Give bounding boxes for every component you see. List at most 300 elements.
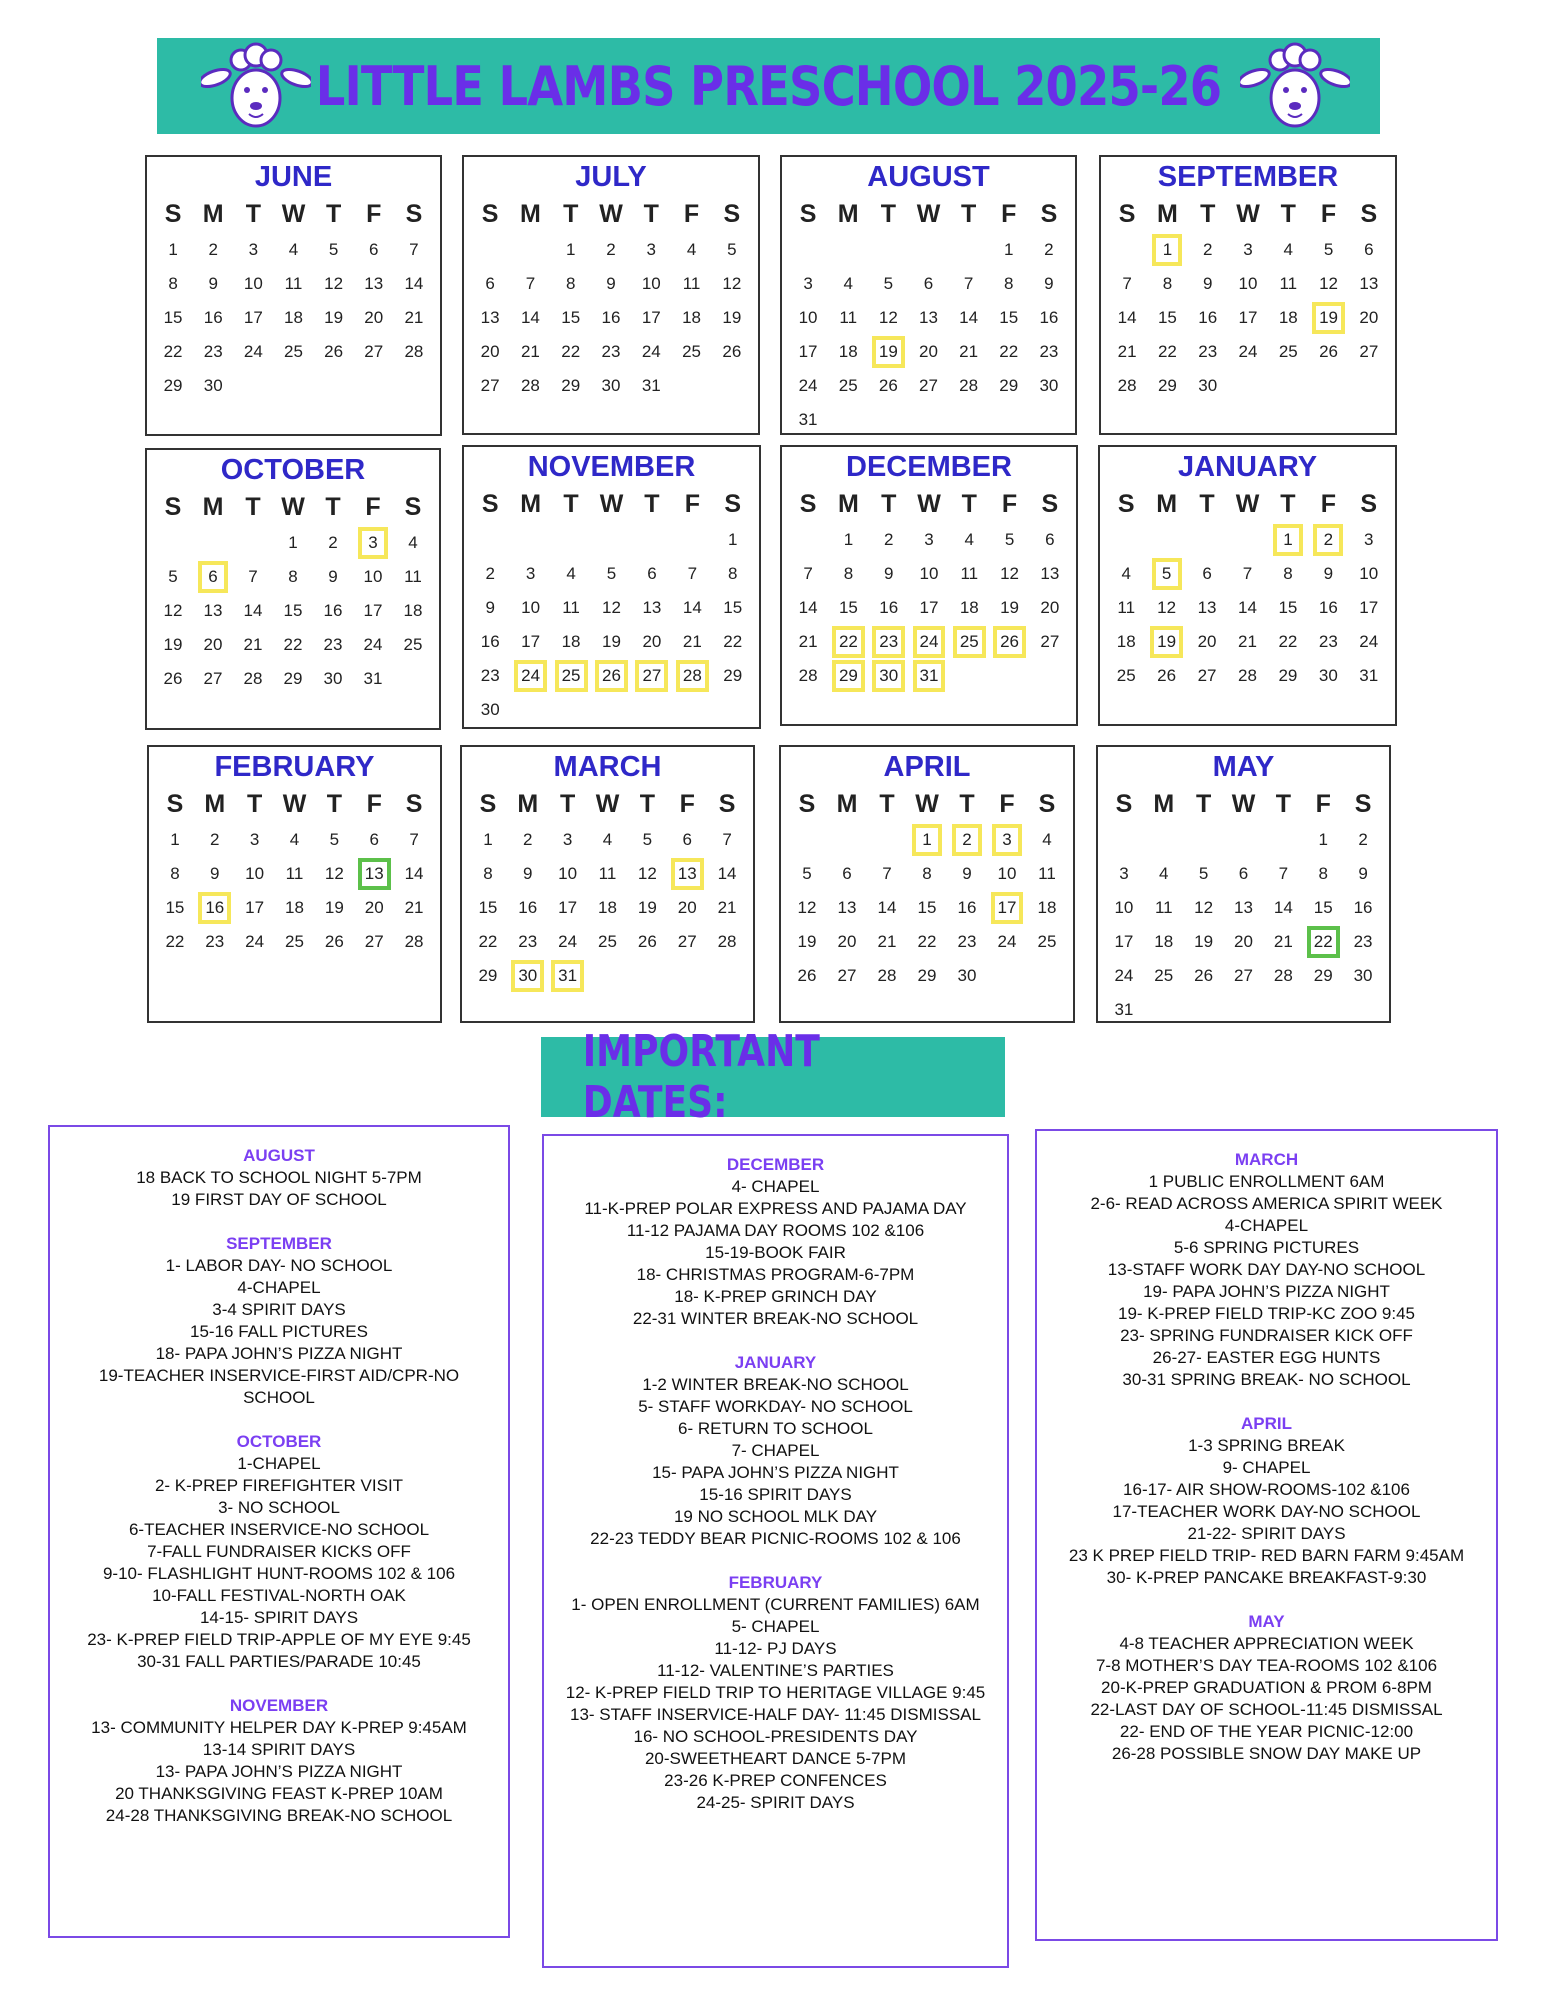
calendar-day: 14 [877, 898, 897, 917]
weekday-header: W [599, 200, 623, 228]
event-line: 26-28 POSSIBLE SNOW DAY MAKE UP [1111, 1744, 1422, 1763]
event-line: 30-31 FALL PARTIES/PARADE 10:45 [137, 1652, 421, 1671]
calendar-day: 19 [868, 335, 908, 369]
calendar-day: 7 [1242, 564, 1253, 583]
weekday-header: S [1117, 490, 1135, 518]
calendar-day: 5 [328, 240, 339, 259]
event-line: 15-19-BOOK FAIR [705, 1243, 846, 1262]
month-calendar-june [145, 155, 442, 436]
calendar-day: 28 [520, 376, 540, 395]
calendar-day: 13 [667, 857, 707, 891]
weekday-header: T [1199, 490, 1215, 518]
calendar-day: 10 [798, 308, 818, 327]
weekday-header: M [836, 790, 858, 818]
calendar-day: 29 [283, 669, 303, 688]
event-line: 11-K-PREP POLAR EXPRESS AND PAJAMA DAY [584, 1199, 967, 1218]
calendar-day: 6 [923, 274, 934, 293]
calendar-day: 5 [883, 274, 894, 293]
calendar-day: 9 [1323, 564, 1334, 583]
empty-day [828, 233, 868, 267]
calendar-day: 27 [837, 966, 857, 985]
calendar-day: 29 [561, 376, 581, 395]
month-name: OCTOBER [220, 454, 366, 486]
calendar-day: 28 [717, 932, 737, 951]
calendar-day: 20 [364, 898, 384, 917]
calendar-day: 16 [601, 308, 621, 327]
calendar-day: 14 [1273, 898, 1293, 917]
calendar-day: 18 [1278, 308, 1298, 327]
calendar-day: 23 [957, 932, 977, 951]
calendar-day: 29 [828, 659, 868, 693]
calendar-day: 13 [354, 857, 394, 891]
calendar-day: 31 [798, 410, 818, 429]
calendar-day: 15 [723, 598, 743, 617]
calendar-day: 1 [1268, 523, 1308, 557]
calendar-day: 4 [686, 240, 697, 259]
calendar-day: 19 [722, 308, 742, 327]
weekday-header: T [1275, 790, 1291, 818]
calendar-day: 17 [521, 632, 541, 651]
event-line: 23 K PREP FIELD TRIP- RED BARN FARM 9:45AM [1068, 1546, 1465, 1565]
weekday-header: S [718, 790, 736, 818]
weekday-header: T [1195, 790, 1212, 818]
empty-day [1187, 523, 1227, 557]
event-line: 22-31 WINTER BREAK-NO SCHOOL [632, 1309, 919, 1328]
calendar-day: 21 [877, 932, 897, 951]
month-calendar-november [462, 445, 761, 729]
calendar-day: 9 [883, 564, 894, 583]
calendar-day: 12 [1319, 274, 1339, 293]
calendar-day: 24 [1359, 632, 1379, 651]
empty-day [1184, 823, 1224, 857]
weekday-header: T [245, 493, 261, 521]
weekday-header: M [520, 490, 542, 518]
calendar-day: 6 [369, 830, 379, 849]
date-section [544, 1352, 1007, 1550]
weekday-header: T [1280, 200, 1296, 228]
calendar-day: 13 [919, 308, 938, 327]
calendar-day: 16 [879, 598, 899, 617]
calendar-day: 8 [1283, 564, 1293, 583]
weekday-header: S [481, 490, 499, 518]
calendar-day: 9 [485, 598, 495, 617]
month-name: JANUARY [1177, 451, 1318, 483]
date-section [50, 1431, 508, 1673]
calendar-day: 30 [601, 376, 621, 395]
event-line: 19- PAPA JOHN’S PIZZA NIGHT [1143, 1282, 1390, 1301]
calendar-day: 5 [1323, 240, 1334, 259]
calendar-day: 10 [919, 564, 939, 583]
weekday-header: W [599, 490, 624, 518]
weekday-header: S [1040, 200, 1058, 228]
calendar-day: 29 [1157, 376, 1177, 395]
calendar-day: 16 [1318, 598, 1338, 617]
event-line: 19-TEACHER INSERVICE-FIRST AID/CPR-NO SCHOOL [98, 1366, 460, 1407]
calendar-day: 6 [369, 240, 379, 259]
weekday-header: S [164, 200, 182, 228]
calendar-day: 13 [837, 898, 857, 917]
calendar-day: 22 [999, 342, 1019, 361]
calendar-day: 1 [728, 530, 738, 549]
calendar-day: 11 [682, 274, 701, 293]
calendar-day: 19 [163, 635, 183, 654]
calendar-day: 4 [602, 830, 613, 849]
weekday-header: S [1360, 200, 1378, 228]
calendar-day: 22 [283, 635, 303, 654]
calendar-day: 5 [606, 564, 617, 583]
calendar-day: 3 [248, 240, 259, 259]
calendar-day: 25 [838, 376, 858, 395]
calendar-day: 29 [917, 966, 937, 985]
calendar-day: 5 [168, 567, 178, 586]
calendar-day: 3 [1243, 240, 1253, 259]
empty-day [1144, 823, 1184, 857]
calendar-day: 10 [1359, 564, 1379, 583]
weekday-header: S [479, 790, 497, 818]
calendar-day: 30 [203, 376, 223, 395]
empty-day [510, 523, 550, 557]
calendar-day: 19 [324, 898, 344, 917]
calendar-day: 5 [642, 830, 653, 849]
calendar-day: 15 [478, 898, 498, 917]
calendar-day: 18 [403, 601, 423, 620]
weekday-header: F [1001, 200, 1017, 228]
calendar-day: 3 [353, 526, 393, 560]
event-line: 24-25- SPIRIT DAYS [696, 1793, 855, 1812]
empty-day [153, 526, 193, 560]
calendar-day: 15 [283, 601, 303, 620]
calendar-day: 6 [193, 560, 233, 594]
month-name: AUGUST [867, 161, 990, 193]
calendar-day: 24 [1114, 966, 1134, 985]
weekday-header: T [960, 200, 977, 228]
empty-day [787, 823, 827, 857]
calendar-day: 9 [1044, 274, 1054, 293]
calendar-day: 20 [364, 308, 384, 327]
calendar-day: 25 [1116, 666, 1136, 685]
calendar-day: 12 [324, 864, 344, 883]
empty-day [949, 233, 989, 267]
calendar-day: 26 [591, 659, 631, 693]
event-line: 15-16 FALL PICTURES [190, 1322, 368, 1341]
calendar-day: 14 [1238, 598, 1257, 617]
calendar-day: 6 [647, 564, 657, 583]
calendar-day: 2 [883, 530, 894, 549]
calendar-day: 23 [601, 342, 621, 361]
date-section [50, 1145, 508, 1211]
calendar-day: 20 [642, 632, 662, 651]
calendar-day: 15 [917, 898, 937, 917]
month-name: NOVEMBER [527, 451, 696, 483]
date-section [544, 1154, 1007, 1330]
weekday-header: W [915, 790, 939, 818]
weekday-header: S [481, 200, 499, 228]
calendar-day: 19 [637, 898, 657, 917]
calendar-day: 21 [1117, 342, 1137, 361]
empty-day [868, 233, 908, 267]
calendar-day: 8 [168, 274, 178, 293]
weekday-header: S [1354, 790, 1372, 818]
event-line: 13- COMMUNITY HELPER DAY K-PREP 9:45AM [91, 1718, 467, 1737]
calendar-day: 27 [1197, 666, 1217, 685]
event-line: 13-STAFF WORK DAY DAY-NO SCHOOL [1107, 1260, 1426, 1279]
calendar-day: 28 [798, 666, 818, 685]
section-title: MAY [1248, 1612, 1285, 1631]
weekday-header: T [325, 493, 341, 521]
calendar-day: 2 [1308, 523, 1348, 557]
calendar-day: 28 [1117, 376, 1137, 395]
calendar-day: 3 [1364, 530, 1374, 549]
calendar-day: 28 [959, 376, 979, 395]
calendar-day: 19 [1000, 598, 1020, 617]
calendar-day: 30 [323, 669, 343, 688]
event-line: 18- K-PREP GRINCH DAY [674, 1287, 877, 1306]
calendar-day: 22 [917, 932, 937, 951]
calendar-day: 5 [1146, 557, 1186, 591]
calendar-day: 19 [602, 632, 621, 651]
calendar-day: 4 [566, 564, 576, 583]
lamb-icon [1240, 42, 1350, 130]
calendar-day: 18 [1116, 632, 1136, 651]
calendar-day: 20 [203, 635, 223, 654]
calendar-day: 11 [960, 564, 979, 583]
section-title: OCTOBER [236, 1432, 322, 1451]
empty-day [1224, 823, 1264, 857]
date-section [544, 1572, 1007, 1814]
empty-day [551, 523, 591, 557]
weekday-header: F [679, 790, 695, 818]
calendar-day: 24 [363, 635, 383, 654]
calendar-day: 2 [1202, 240, 1213, 259]
weekday-header: T [563, 490, 579, 518]
weekday-header: S [1118, 200, 1136, 228]
event-line: 13- PAPA JOHN’S PIZZA NIGHT [155, 1762, 403, 1781]
date-section [50, 1695, 508, 1827]
calendar-day: 1 [907, 823, 947, 857]
calendar-day: 23 [869, 625, 909, 659]
calendar-day: 17 [798, 342, 818, 361]
calendar-day: 23 [205, 932, 225, 951]
calendar-day: 29 [999, 376, 1019, 395]
calendar-day: 31 [909, 659, 949, 693]
calendar-day: 13 [1359, 274, 1379, 293]
event-line: 22-LAST DAY OF SCHOOL-11:45 DISMISSAL [1090, 1700, 1443, 1719]
weekday-header: W [917, 490, 941, 518]
event-line: 10-FALL FESTIVAL-NORTH OAK [152, 1586, 406, 1605]
page-title: LITTLE LAMBS PRESCHOOL 2025-26 [315, 54, 1222, 118]
calendar-day: 30 [1353, 966, 1373, 985]
calendar-day: 2 [485, 564, 495, 583]
calendar-day: 4 [408, 533, 418, 552]
calendar-day: 1 [1147, 233, 1187, 267]
calendar-day: 25 [1154, 966, 1174, 985]
calendar-day: 12 [878, 308, 898, 327]
calendar-day: 12 [1000, 564, 1020, 583]
weekday-header: F [1315, 790, 1331, 818]
calendar-day: 14 [243, 601, 263, 620]
event-line: 7-8 MOTHER’S DAY TEA-ROOMS 102 &106 [1095, 1656, 1438, 1675]
weekday-header: S [799, 200, 817, 228]
empty-day [470, 233, 510, 267]
calendar-grid [147, 488, 439, 696]
calendar-day: 27 [1040, 632, 1060, 651]
calendar-day: 14 [520, 308, 540, 327]
calendar-day: 15 [999, 308, 1019, 327]
calendar-day: 26 [797, 966, 817, 985]
event-line: 1 PUBLIC ENROLLMENT 6AM [1148, 1172, 1385, 1191]
calendar-day: 12 [722, 274, 742, 293]
calendar-day: 5 [1004, 530, 1015, 549]
date-section [1037, 1149, 1496, 1391]
calendar-day: 6 [842, 864, 852, 883]
calendar-day: 5 [1198, 864, 1209, 883]
calendar-day: 31 [363, 669, 383, 688]
calendar-day: 15 [838, 598, 858, 617]
weekday-header: T [880, 200, 896, 228]
calendar-day: 2 [210, 830, 220, 849]
calendar-day: 18 [1154, 932, 1174, 951]
calendar-day: 2 [328, 533, 338, 552]
calendar-day: 12 [1157, 598, 1177, 617]
calendar-day: 21 [404, 898, 424, 917]
calendar-day: 18 [1037, 898, 1057, 917]
empty-day [672, 523, 712, 557]
calendar-day: 10 [243, 274, 263, 293]
calendar-day: 21 [959, 342, 979, 361]
calendar-day: 22 [165, 932, 185, 951]
weekday-header: S [724, 490, 742, 518]
event-line: 20-K-PREP GRADUATION & PROM 6-8PM [1101, 1678, 1432, 1697]
calendar-day: 31 [641, 376, 661, 395]
event-line: 26-27- EASTER EGG HUNTS [1152, 1348, 1381, 1367]
calendar-day: 25 [598, 932, 617, 951]
calendar-day: 22 [1157, 342, 1177, 361]
calendar-day: 11 [404, 567, 422, 586]
calendar-grid [149, 785, 440, 959]
calendar-day: 17 [1238, 308, 1258, 327]
month-name: DECEMBER [846, 451, 1012, 483]
event-line: 6- RETURN TO SCHOOL [678, 1419, 873, 1438]
event-line: 3- NO SCHOOL [218, 1498, 340, 1517]
event-line: 15-16 SPIRIT DAYS [699, 1485, 852, 1504]
important-dates-column-1 [48, 1125, 510, 1938]
calendar-day: 14 [798, 598, 818, 617]
calendar-day: 9 [210, 864, 220, 883]
weekday-header: M [202, 200, 224, 228]
event-line: 11-12- PJ DAYS [714, 1639, 837, 1658]
calendar-day: 8 [483, 864, 493, 883]
calendar-day: 2 [208, 240, 218, 259]
calendar-grid [1098, 785, 1389, 1027]
calendar-day: 15 [561, 308, 581, 327]
calendar-day: 2 [1358, 830, 1368, 849]
calendar-day: 6 [682, 830, 692, 849]
weekday-header: M [1157, 200, 1178, 228]
calendar-day: 1 [1004, 240, 1014, 259]
calendar-day: 14 [717, 864, 737, 883]
weekday-header: T [246, 790, 263, 818]
calendar-day: 20 [1040, 598, 1060, 617]
event-line: 4-CHAPEL [1224, 1216, 1309, 1235]
weekday-header: M [837, 200, 859, 228]
important-dates-column-2 [542, 1134, 1009, 1968]
calendar-day: 10 [245, 864, 265, 883]
calendar-day: 5 [329, 830, 340, 849]
event-line: 4- CHAPEL [731, 1177, 820, 1196]
event-line: 30- K-PREP PANCAKE BREAKFAST-9:30 [1106, 1568, 1427, 1587]
lamb-icon [201, 42, 311, 130]
calendar-day: 17 [363, 601, 383, 620]
calendar-day: 26 [324, 342, 344, 361]
event-line: 7-FALL FUNDRAISER KICKS OFF [147, 1542, 411, 1561]
calendar-day: 23 [323, 635, 343, 654]
calendar-day: 29 [478, 966, 498, 985]
calendar-day: 8 [170, 864, 180, 883]
date-section [1037, 1413, 1496, 1589]
section-title: AUGUST [243, 1146, 315, 1165]
calendar-day: 1 [288, 533, 298, 552]
calendar-day: 31 [1359, 666, 1379, 685]
calendar-grid [462, 785, 753, 993]
event-line: 4-8 TEACHER APPRECIATION WEEK [1119, 1634, 1414, 1653]
event-line: 22- END OF THE YEAR PICNIC-12:00 [1119, 1722, 1414, 1741]
calendar-day: 17 [641, 308, 661, 327]
calendar-day: 22 [478, 932, 498, 951]
event-line: 18 BACK TO SCHOOL NIGHT 5-7PM [136, 1168, 422, 1187]
calendar-day: 4 [1042, 830, 1052, 849]
event-line: 2-6- READ ACROSS AMERICA SPIRIT WEEK [1090, 1194, 1443, 1213]
calendar-day: 20 [1234, 932, 1253, 951]
calendar-day: 8 [843, 564, 854, 583]
event-line: 23- SPRING FUNDRAISER KICK OFF [1120, 1326, 1413, 1345]
calendar-day: 26 [722, 342, 742, 361]
event-line: 21-22- SPIRIT DAYS [1187, 1524, 1346, 1543]
calendar-day: 7 [722, 830, 732, 849]
calendar-day: 17 [919, 598, 939, 617]
calendar-day: 2 [1044, 240, 1054, 259]
calendar-day: 20 [1197, 632, 1217, 651]
calendar-day: 14 [682, 598, 702, 617]
calendar-day: 25 [949, 625, 989, 659]
calendar-day: 24 [558, 932, 578, 951]
calendar-day: 22 [828, 625, 868, 659]
calendar-day: 20 [480, 342, 500, 361]
date-section [1037, 1611, 1496, 1765]
calendar-day: 28 [877, 966, 897, 985]
calendar-day: 27 [1234, 966, 1253, 985]
calendar-day: 4 [964, 530, 975, 549]
weekday-header: F [999, 790, 1015, 818]
event-line: 1- OPEN ENROLLMENT (CURRENT FAMILIES) 6AM [571, 1595, 980, 1614]
calendar-day: 6 [1238, 864, 1249, 883]
calendar-day: 19 [1194, 932, 1214, 951]
event-line: 4-CHAPEL [237, 1278, 321, 1297]
calendar-day: 9 [328, 567, 338, 586]
calendar-day: 16 [195, 891, 235, 925]
event-line: 3-4 SPIRIT DAYS [212, 1300, 346, 1319]
calendar-day: 30 [1198, 376, 1218, 395]
calendar-day: 26 [163, 669, 183, 688]
calendar-day: 11 [1117, 598, 1136, 617]
calendar-day: 29 [163, 376, 183, 395]
calendar-day: 15 [1278, 598, 1298, 617]
calendar-day: 30 [1039, 376, 1059, 395]
weekday-header: S [1038, 790, 1056, 818]
calendar-day: 12 [324, 274, 344, 293]
calendar-day: 6 [1202, 564, 1212, 583]
calendar-day: 12 [163, 601, 183, 620]
weekday-header: S [166, 790, 184, 818]
